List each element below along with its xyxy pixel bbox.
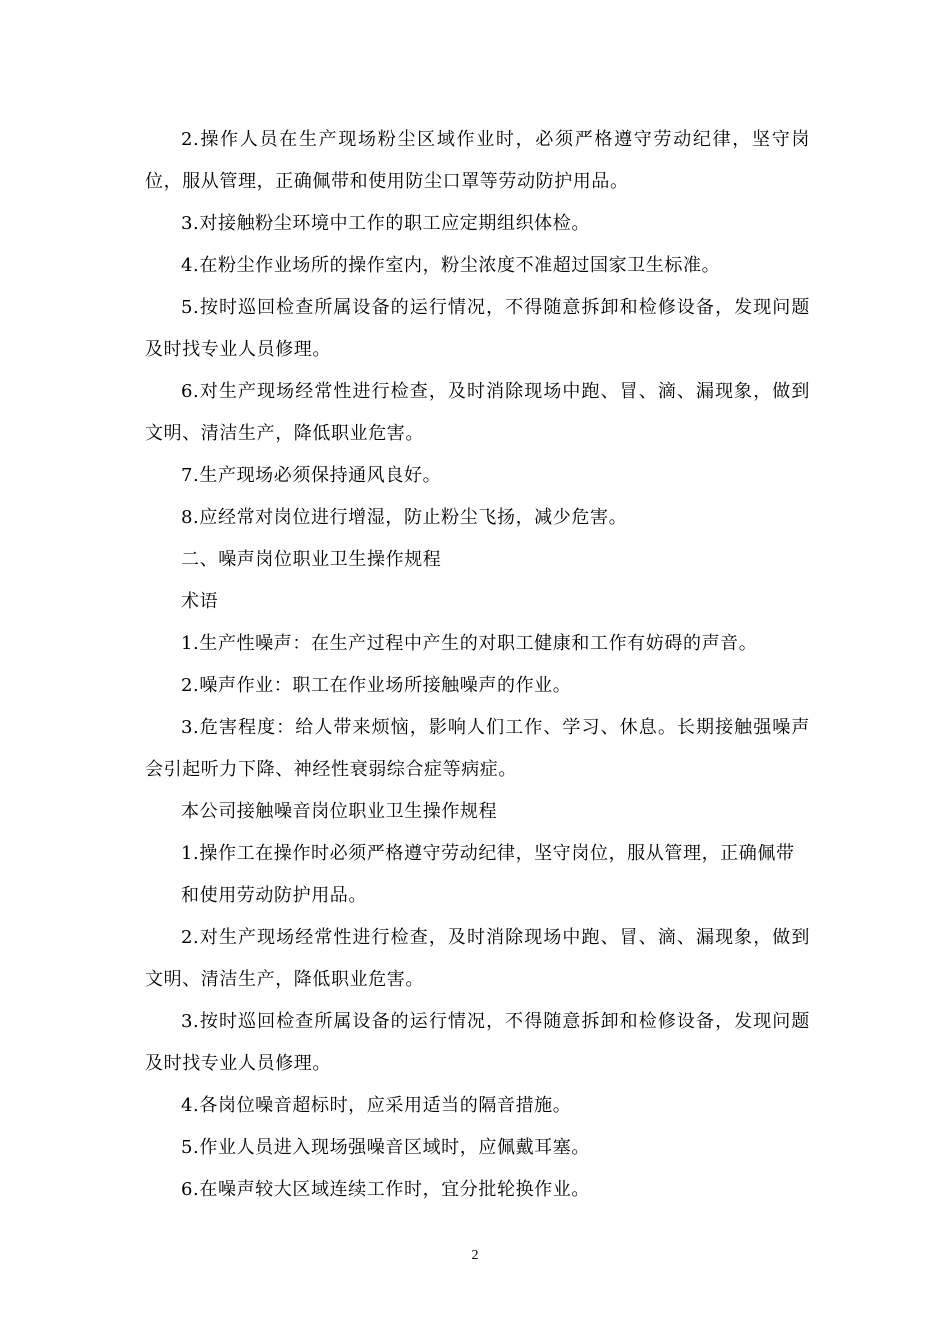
- terms-heading: 术语: [181, 591, 219, 612]
- paragraph-noise-5: 5.作业人员进入现场强噪音区域时，应佩戴耳塞。: [181, 1137, 590, 1158]
- paragraph-noise-2: 2.对生产现场经常性进行检查，及时消除现场中跑、冒、滴、漏现象，做到文明、清洁生产，降低职业危害。: [145, 927, 810, 990]
- subsection-heading-noise-rules: 本公司接触噪音岗位职业卫生操作规程: [181, 801, 498, 822]
- paragraph-dust-6: 6.对生产现场经常性进行检查，及时消除现场中跑、冒、滴、漏现象，做到文明、清洁生产，降低职业危害。: [145, 381, 810, 444]
- paragraph-dust-3: 3.对接触粉尘环境中工作的职工应定期组织体检。: [181, 213, 590, 234]
- paragraph-noise-6: 6.在噪声较大区域连续工作时，宜分批轮换作业。: [181, 1179, 590, 1200]
- page-number: 2: [471, 1248, 479, 1263]
- paragraph-dust-2: 2.操作人员在生产现场粉尘区域作业时，必须严格遵守劳动纪律，坚守岗位，服从管理，正确佩带和使用防尘口罩等劳动防护用品。: [145, 129, 810, 192]
- term-2: 2.噪声作业：职工在作业场所接触噪声的作业。: [181, 675, 572, 696]
- paragraph-dust-7: 7.生产现场必须保持通风良好。: [181, 465, 442, 486]
- paragraph-noise-1: 1.操作工在操作时必须严格遵守劳动纪律，坚守岗位，服从管理，正确佩带和使用劳动防护用品。: [181, 843, 795, 906]
- paragraph-dust-8: 8.应经常对岗位进行增湿，防止粉尘飞扬，减少危害。: [181, 507, 628, 528]
- section-heading-noise: 二、噪声岗位职业卫生操作规程: [181, 549, 442, 570]
- paragraph-noise-3: 3.按时巡回检查所属设备的运行情况，不得随意拆卸和检修设备，发现问题及时找专业人员修理。: [145, 1011, 810, 1074]
- paragraph-dust-5: 5.按时巡回检查所属设备的运行情况，不得随意拆卸和检修设备，发现问题及时找专业人员修理。: [145, 297, 810, 360]
- paragraph-noise-4: 4.各岗位噪音超标时，应采用适当的隔音措施。: [181, 1095, 572, 1116]
- term-1: 1.生产性噪声：在生产过程中产生的对职工健康和工作有妨碍的声音。: [181, 633, 758, 654]
- paragraph-dust-4: 4.在粉尘作业场所的操作室内，粉尘浓度不准超过国家卫生标准。: [181, 255, 721, 276]
- term-3: 3.危害程度：给人带来烦恼，影响人们工作、学习、休息。长期接触强噪声会引起听力下降、神经性衰弱综合症等病症。: [145, 717, 810, 780]
